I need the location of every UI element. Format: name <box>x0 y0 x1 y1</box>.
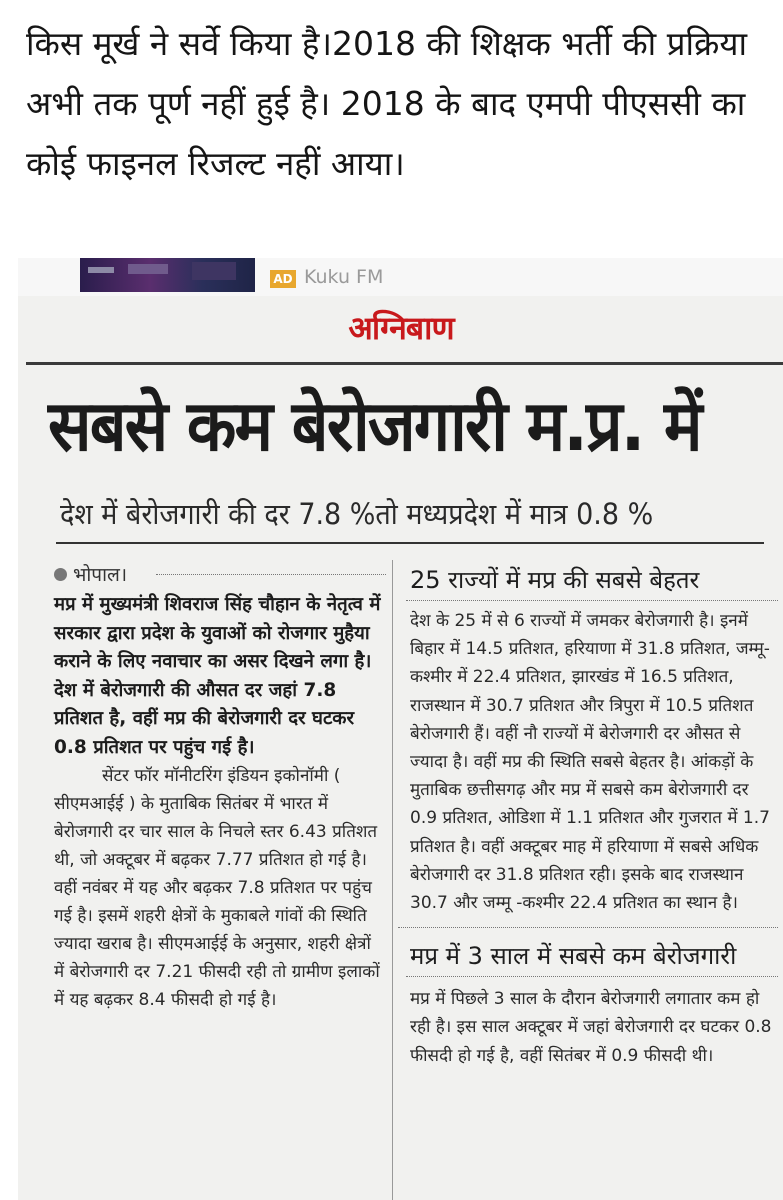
subheadline: देश में बेरोजगारी की दर 7.8 %तो मध्यप्रदेश में मात्र 0.8 % <box>60 497 654 531</box>
body-paragraph <box>54 762 386 1014</box>
section-rule <box>406 976 778 977</box>
column-divider <box>392 560 393 1200</box>
ad-thumb-text <box>88 267 114 273</box>
ad-thumb-figure <box>192 262 236 280</box>
section-heading-mp: मप्र में 3 साल में सबसे कम बेरोजगारी <box>410 942 737 971</box>
newspaper-clipping <box>18 258 783 1200</box>
ad-badge: AD <box>270 270 296 288</box>
newspaper-masthead: अग्निबाण <box>348 309 454 347</box>
subhead-rule <box>56 542 764 544</box>
headline: सबसे कम बेरोजगारी म.प्र. में <box>48 385 701 467</box>
masthead-rule <box>26 362 783 365</box>
section-text-states: देश के 25 में से 6 राज्यों में जमकर बेरोजगारी है। इनमें बिहार में 14.5 प्रतिशत, हरियाणा में 31.8 प्रतिशत, जम्मू-कश्मीर में 22.4 प्रतिशत, झारखंड में 16.5 प्रतिशत, राजस्थान में 30.7 प्रतिशत और त्रिपुरा में 10.5 प्रतिशत बेरोजगारी हैं। वहीं नौ राज्यों में बेरोजगारी दर औसत से ज्यादा है। वहीं मप्र की स्थिति सबसे बेहतर है। आंकड़ों के मुताबिक छत्तीसगढ़ और मप्र में सबसे कम बेरोजगारी दर 0.9 प्रतिशत, ओडिशा में 1.1 प्रतिशत और गुजरात में 1.7 प्रतिशत है। वहीं अक्टूबर माह में हरियाणा में सबसे अधिक बेरोजगारी दर 31.8 प्रतिशत रही। इसके बाद राजस्थान 30.7 और जम्मू -कश्मीर 22.4 प्रतिशत का स्थान है। <box>410 611 770 914</box>
post-caption: किस मूर्ख ने सर्वे किया है।2018 की शिक्षक भर्ती की प्रक्रिया अभी तक पूर्ण नहीं हुई है। 2018 के बाद एमपी पीएससी का कोई फाइनल रिजल्ट नहीं आया। <box>26 24 748 183</box>
section-rule <box>406 600 778 601</box>
right-column <box>398 560 778 1070</box>
body-text: सेंटर फॉर मॉनीटरिंग इंडियन इकोनॉमी ( सीएमआईई ) के मुताबिक सितंबर में भारत में बेरोजगारी दर चार साल के निचले स्तर 6.43 प्रतिशत थी, जो अक्टूबर में बढ़कर 7.77 प्रतिशत हो गई है। वहीं नवंबर में यह और बढ़कर 7.8 प्रतिशत पर पहुंच गई है। इसमें शहरी क्षेत्रों के मुकाबले गांवों की स्थिति ज्यादा खराब है। सीएमआईई के अनुसार, शहरी क्षेत्रों में बेरोजगारी दर 7.21 फीसदी रही तो ग्रामीण इलाकों में यह बढ़कर 8.4 फीसदी हो गई है। <box>54 766 380 1010</box>
lead-paragraph: मप्र में मुख्यमंत्री शिवराज सिंह चौहान के नेतृत्व में सरकार द्वारा प्रदेश के युवाओं को रोजगार मुहैया कराने के लिए नवाचार का असर दिखने लगा है। देश में बेरोजगारी की औसत दर जहां 7.8 प्रतिशत है, वहीं मप्र की बेरोजगारी दर घटकर 0.8 प्रतिशत पर पहुंच गई है। <box>54 594 381 758</box>
ad-thumbnail[interactable] <box>80 258 255 292</box>
section-rule <box>398 927 778 928</box>
bullet-icon <box>54 568 67 581</box>
separator <box>0 244 783 258</box>
ad-thumb-text <box>128 264 168 274</box>
left-column <box>34 560 386 1014</box>
ad-advertiser-name[interactable]: Kuku FM <box>304 266 384 288</box>
section-text-mp: मप्र में पिछले 3 साल के दौरान बेरोजगारी लगातार कम हो रही है। इस साल अक्टूबर में जहां बेरोजगारी दर घटकर 0.8 फीसदी हो गई है, वहीं सितंबर में 0.9 फीसदी थी। <box>410 989 772 1066</box>
dateline-text: भोपाल। <box>73 564 128 586</box>
section-heading-states: 25 राज्यों में मप्र की सबसे बेहतर <box>410 566 700 594</box>
dateline-rule <box>156 574 386 575</box>
ad-banner[interactable] <box>18 258 783 296</box>
